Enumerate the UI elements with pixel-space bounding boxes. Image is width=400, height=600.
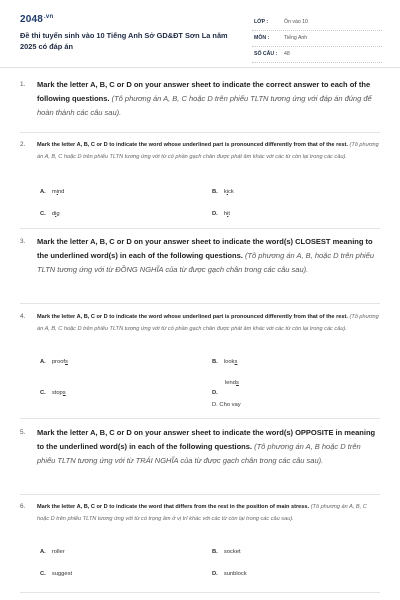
instruction-text: Mark the letter A, B, C or D on your answer sheet to indicate the word(s) CLOSEST meaning to the underlined word(s) in each of the following questions. <box>37 237 373 260</box>
option-d[interactable] <box>212 390 224 396</box>
instruction-text: Mark the letter A, B, C or D to indicate the word whose underlined part is pronounced differently from that of the rest. <box>37 142 348 148</box>
option-text: suggest <box>51 571 73 577</box>
option-text: g <box>56 211 60 217</box>
question-6 <box>20 502 380 586</box>
underlined-part: s <box>234 359 238 365</box>
instruction-note: (Tô phương án A, B, C hoặc D trên phiếu TLTN tương ứng với từ có phần gạch chân được phát âm khác với các từ còn lại trong các câu). <box>37 314 379 332</box>
option-text: socket <box>223 549 241 555</box>
underlined-part: s <box>235 380 239 386</box>
option-text: d <box>51 211 56 217</box>
option-letter: D. <box>212 211 218 217</box>
option-letter: B. <box>212 359 218 365</box>
header-divider <box>0 67 400 68</box>
option-letter: B. <box>212 549 218 555</box>
question-number: 3. <box>20 238 26 245</box>
question-divider <box>20 228 380 229</box>
meta-key: LỚP : <box>254 19 269 25</box>
option-letter: C. <box>40 211 46 217</box>
instruction-note: (Tô phương án A, B hoặc D trên phiếu TLTN tương ứng với từ TRÁI NGHĨA của từ được gạch chân trong các câu sau). <box>37 442 361 465</box>
option-letter: A. <box>40 549 46 555</box>
meta-subject-row <box>252 31 382 47</box>
option-text: stop <box>51 390 63 396</box>
question-2 <box>20 140 380 220</box>
question-number: 4. <box>20 313 26 320</box>
question-text <box>37 78 379 120</box>
question-1 <box>20 78 380 126</box>
option-b[interactable] <box>212 359 237 365</box>
exam-title: Đề thi tuyển sinh vào 10 Tiếng Anh Sở GD&ĐT Sơn La năm 2025 có đáp án <box>20 31 228 51</box>
option-a[interactable] <box>40 189 64 195</box>
option-text: h <box>223 211 228 217</box>
meta-key: SỐ CÂU : <box>254 51 278 57</box>
site-logo[interactable] <box>20 14 53 25</box>
question-text <box>37 502 379 525</box>
option-text: ck <box>228 189 234 195</box>
logo-suffix: .vn <box>44 14 54 20</box>
option-letter: C. <box>40 571 46 577</box>
option-text: k <box>223 189 227 195</box>
question-text <box>37 140 379 163</box>
question-5 <box>20 426 380 488</box>
option-text: lend <box>225 380 236 386</box>
option-a[interactable] <box>40 549 65 555</box>
option-letter: C. <box>40 390 46 396</box>
question-number: 1. <box>20 81 26 88</box>
option-text: proof <box>51 359 66 365</box>
question-divider <box>20 132 380 133</box>
option-c[interactable] <box>40 571 72 577</box>
meta-count-row <box>252 47 382 63</box>
option-a[interactable] <box>40 359 68 365</box>
underlined-part: s <box>62 390 66 396</box>
instruction-note: (Tô phương án A, B, hoặc D trên phiếu TLTN tương ứng với từ ĐỒNG NGHĨA của từ được gạch chân trong các câu sau). <box>37 251 375 274</box>
option-b[interactable] <box>212 549 241 555</box>
option-d[interactable] <box>212 211 230 217</box>
question-divider <box>20 303 380 304</box>
option-text: roller <box>51 549 65 555</box>
instruction-note: (Tô phương án A, B, C hoặc D trên phiếu TLTN tương ứng với từ có phần gạch chân được phát âm khác với các từ còn lại trong các câu). <box>37 142 379 160</box>
question-divider <box>20 418 380 419</box>
question-text <box>37 235 379 277</box>
question-text <box>37 312 379 335</box>
instruction-text: Mark the letter A, B, C or D to indicate the word that differs from the rest in the position of main stress. <box>37 504 310 510</box>
underlined-part: i <box>226 189 229 195</box>
question-divider <box>20 494 380 495</box>
instruction-note: (Tô phương án A, B, C hoặc D trên phiếu TLTN tương ứng với đáp án đúng để hoàn thành các câu sau). <box>37 94 372 117</box>
option-d-note: D. Cho vay <box>212 402 241 408</box>
option-d-word <box>225 380 239 386</box>
option-text: sunblock <box>223 571 247 577</box>
option-letter: D. <box>212 390 218 396</box>
meta-value: Tiếng Anh <box>284 35 308 41</box>
question-text <box>37 426 379 468</box>
question-number: 2. <box>20 141 26 148</box>
option-c[interactable] <box>40 211 60 217</box>
logo-text: 2048 <box>20 14 44 25</box>
instruction-note: (Tô phương án A, B, C hoặc D trên phiếu TLTN tương ứng với từ có trọng âm ở vị trí khác với các từ còn lại trong các câu sau). <box>37 504 367 522</box>
question-number: 5. <box>20 429 26 436</box>
option-b[interactable] <box>212 189 234 195</box>
meta-class-row <box>252 15 382 31</box>
underlined-part: i <box>56 189 58 195</box>
option-c[interactable] <box>40 390 66 396</box>
option-text: nd <box>57 189 65 195</box>
option-letter: D. <box>212 571 218 577</box>
meta-value: 48 <box>284 51 290 57</box>
instruction-text: Mark the letter A, B, C or D to indicate the word whose underlined part is pronounced differently from that of the rest. <box>37 314 348 320</box>
question-number: 6. <box>20 503 26 510</box>
option-text: look <box>223 359 235 365</box>
underlined-part: i <box>55 211 57 217</box>
option-letter: A. <box>40 359 46 365</box>
option-d[interactable] <box>212 571 247 577</box>
question-4 <box>20 312 380 416</box>
instruction-text: Mark the letter A, B, C or D on your answer sheet to indicate the correct answer to each of the following questions. <box>37 80 371 103</box>
page-header <box>0 0 400 70</box>
question-divider <box>20 592 380 593</box>
meta-value: Ôn vào 10 <box>284 19 308 25</box>
option-text: m <box>51 189 57 195</box>
option-letter: B. <box>212 189 218 195</box>
instruction-text: Mark the letter A, B, C or D on your answer sheet to indicate the word(s) OPPOSITE in meaning to the underlined word(s) in each of the following questions. <box>37 428 376 451</box>
meta-key: MÔN : <box>254 35 270 41</box>
exam-meta <box>252 15 382 63</box>
underlined-part: i <box>227 211 229 217</box>
underlined-part: s <box>65 359 68 365</box>
option-text: t <box>228 211 230 217</box>
question-3 <box>20 235 380 295</box>
option-letter: A. <box>40 189 46 195</box>
